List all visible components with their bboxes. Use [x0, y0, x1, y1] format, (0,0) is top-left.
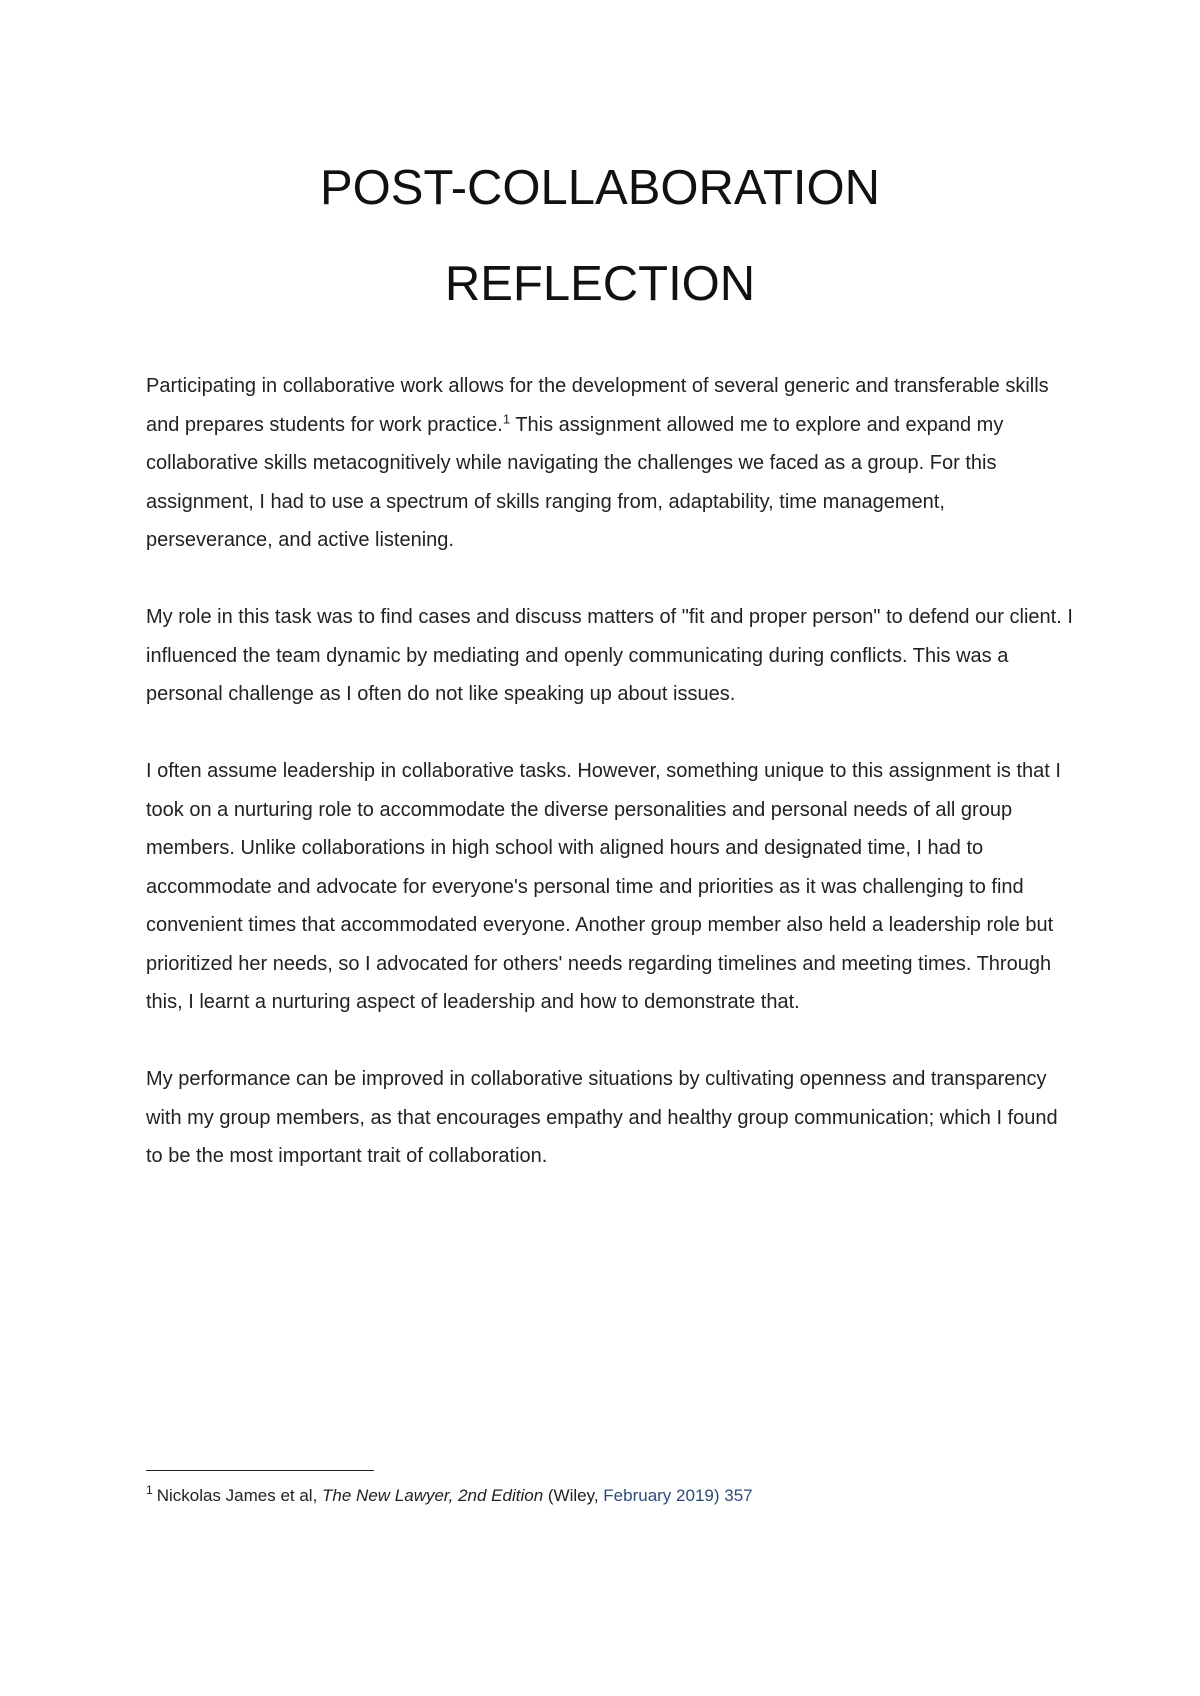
paragraph-1 — [146, 367, 1076, 560]
footnote-separator — [146, 1470, 374, 1471]
title-line-1: POST-COLLABORATION — [320, 161, 880, 215]
page-title — [146, 140, 1054, 332]
footnote-number: 1 — [146, 1483, 153, 1498]
paragraph-1-text-end: This assignment allowed me to explore and expand my collaborative skills metacognitively while navigating the challenges we faced as a group. For this assignment, I had to use a spectrum of skills ranging from, adaptability, time management, perseverance, and active listening. — [146, 413, 1004, 551]
paragraph-1-text-start: Participating in collaborative work allows for the development of several generic and transferable skills and prepares students for work practice. — [146, 375, 1049, 436]
paragraph-3: I often assume leadership in collaborative tasks. However, something unique to this assignment is that I took on a nurturing role to accommodate the diverse personalities and personal needs of all group members. Unlike collaborations in high school with aligned hours and designated time, I had to accommodate and advocate for everyone's personal time and priorities as it was challenging to find convenient times that accommodated everyone. Another group member also held a leadership role but prioritized her needs, so I advocated for others' needs regarding timelines and meeting times. Through this, I learnt a nurturing aspect of leadership and how to demonstrate that. — [146, 760, 1061, 1013]
paragraph-2: My role in this task was to find cases and discuss matters of "fit and proper person" to defend our client. I influenced the team dynamic by mediating and openly communicating during conflicts. This was a personal challenge as I often do not like speaking up about issues. — [146, 606, 1073, 705]
paragraph-4: My performance can be improved in collaborative situations by cultivating openness and transparency with my group members, as that encourages empathy and healthy group communication; which I found to be the most important trait of collaboration. — [146, 1068, 1058, 1167]
footnote-author: Nickolas James et al, — [156, 1486, 323, 1505]
footnote-reference-mark: 1 — [502, 410, 511, 426]
footnote-page-ref: ) 357 — [713, 1486, 753, 1505]
footnote-date: February 2019 — [603, 1486, 714, 1505]
document-body — [146, 367, 1076, 1214]
title-line-2: REFLECTION — [444, 257, 756, 311]
footnote — [146, 1484, 1076, 1508]
footnote-publisher: (Wiley, — [543, 1486, 604, 1505]
footnote-book-title: The New Lawyer, 2nd Edition — [322, 1486, 544, 1505]
